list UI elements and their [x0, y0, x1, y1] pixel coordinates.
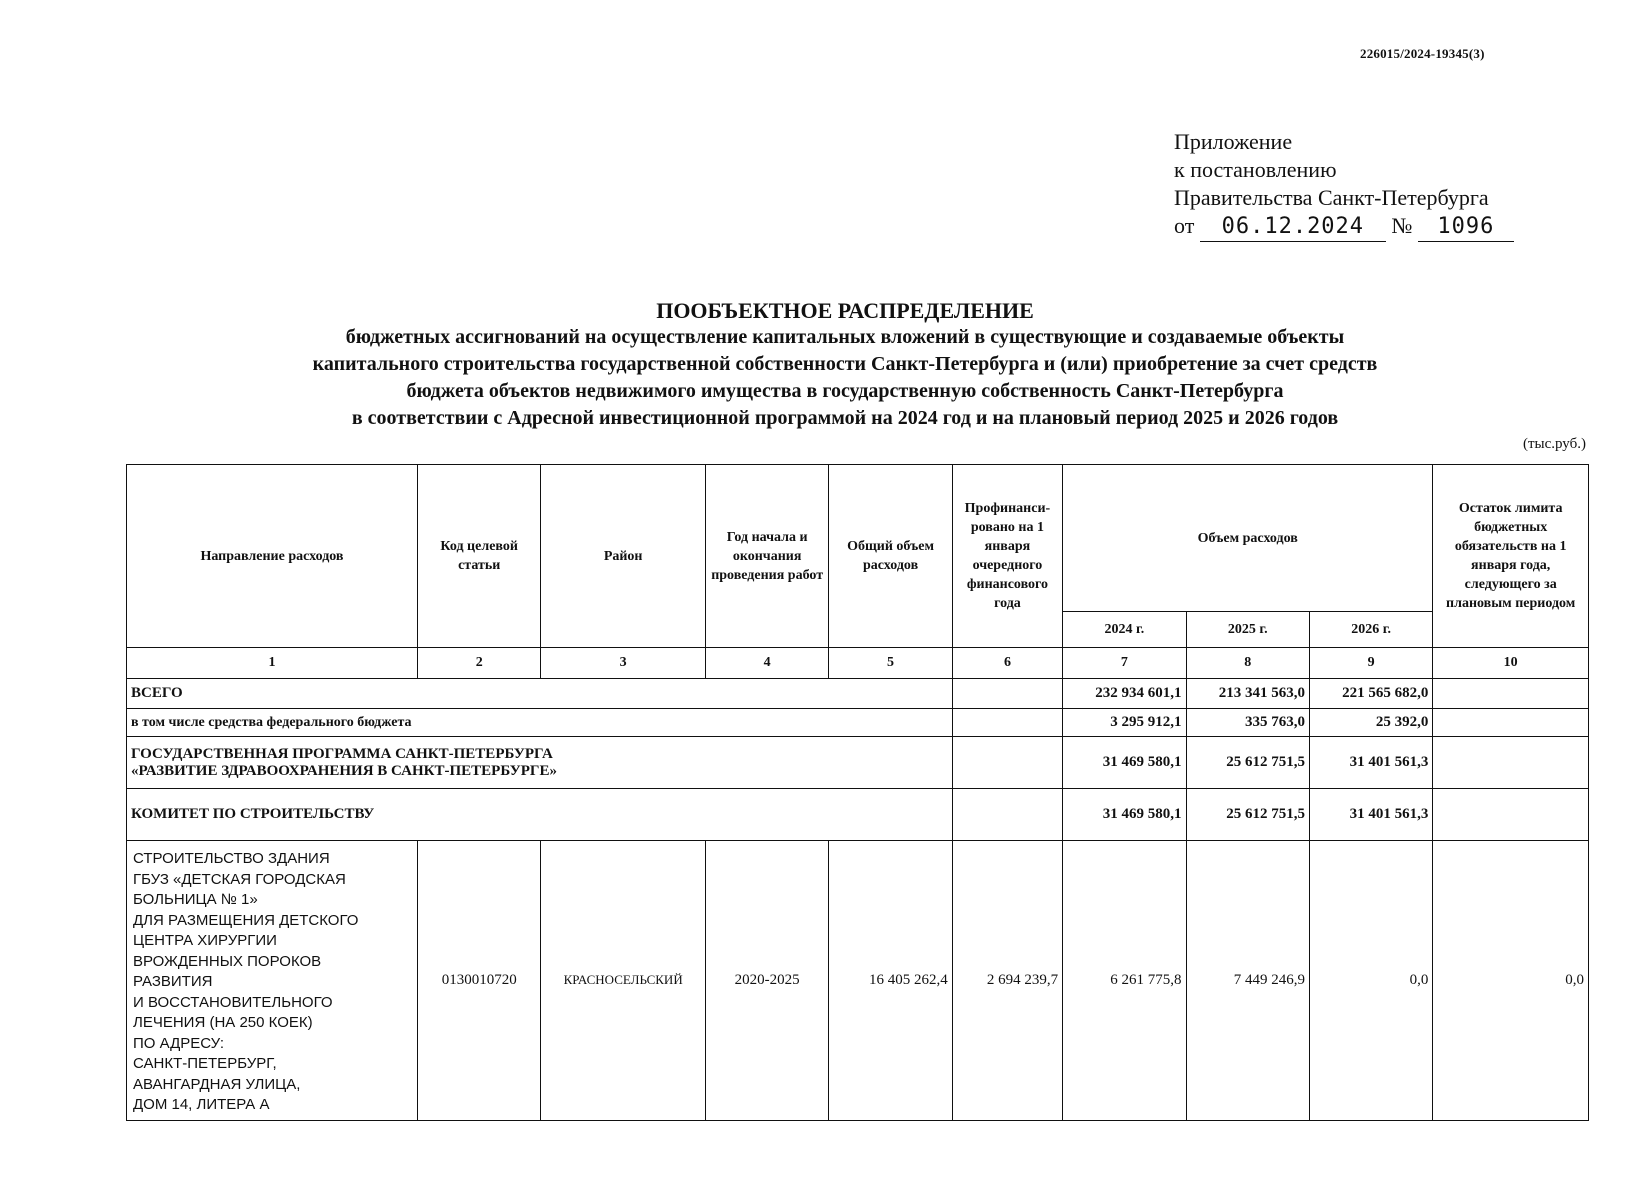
- object-2025: 7 449 246,9: [1186, 841, 1309, 1121]
- resolution-number: 1096: [1418, 213, 1514, 242]
- committee-2025: 25 612 751,5: [1186, 789, 1309, 841]
- col-num: 5: [829, 648, 952, 679]
- object-name: [127, 841, 418, 1121]
- header-district: Район: [541, 465, 706, 648]
- committee-label: КОМИТЕТ ПО СТРОИТЕЛЬСТВУ: [127, 789, 953, 841]
- object-name-line: И ВОССТАНОВИТЕЛЬНОГО: [133, 993, 333, 1011]
- col-num: 8: [1186, 648, 1309, 679]
- title-line-4: в соответствии с Адресной инвестиционной программой на 2024 год и на плановый период 2025 и 2026 годов: [351, 407, 1339, 429]
- program-label-line-1: ГОСУДАРСТВЕННАЯ ПРОГРАММА САНКТ-ПЕТЕРБУРГА: [131, 745, 553, 762]
- col-num: 10: [1433, 648, 1589, 679]
- program-row: [127, 737, 1589, 789]
- object-name-line: АВАНГАРДНАЯ УЛИЦА,: [133, 1075, 301, 1093]
- object-2024: 6 261 775,8: [1063, 841, 1186, 1121]
- document-registration-number: 226015/2024-19345(3): [1360, 46, 1485, 61]
- empty-cell: [952, 737, 1062, 789]
- object-total: 16 405 262,4: [829, 841, 952, 1121]
- total-2024: 232 934 601,1: [1063, 679, 1186, 709]
- appendix-block: [1174, 128, 1534, 242]
- col-num: 3: [541, 648, 706, 679]
- federal-label: в том числе средства федерального бюджета: [127, 709, 953, 737]
- empty-cell: [1433, 679, 1589, 709]
- appendix-line-1: Приложение: [1174, 129, 1293, 154]
- total-2025: 213 341 563,0: [1186, 679, 1309, 709]
- object-remainder: 0,0: [1433, 841, 1589, 1121]
- header-2024: 2024 г.: [1063, 612, 1186, 648]
- col-num: 1: [127, 648, 418, 679]
- title-line-3: бюджета объектов недвижимого имущества в государственную собственность Санкт-Петербурга: [406, 380, 1284, 402]
- appendix-line-2: к постановлению: [1174, 157, 1337, 182]
- committee-2024: 31 469 580,1: [1063, 789, 1186, 841]
- object-name-line: ДОМ 14, ЛИТЕРА А: [133, 1096, 270, 1113]
- total-label: ВСЕГО: [127, 679, 953, 709]
- object-name-line: ВРОЖДЕННЫХ ПОРОКОВ: [133, 952, 322, 970]
- col-num: 2: [417, 648, 540, 679]
- col-num: 7: [1063, 648, 1186, 679]
- program-2025: 25 612 751,5: [1186, 737, 1309, 789]
- header-total: Общий объем расходов: [829, 465, 952, 648]
- total-row: [127, 679, 1589, 709]
- empty-cell: [952, 709, 1062, 737]
- federal-2024: 3 295 912,1: [1063, 709, 1186, 737]
- header-remainder: Остаток лимита бюджетных обязательств на 1 января года, следующего за плановым периодом: [1433, 465, 1589, 648]
- document-title: [150, 298, 1540, 432]
- title-line-2: капитального строительства государственной собственности Санкт-Петербурга и (или) приобретение за счет средств: [312, 353, 1378, 375]
- number-label: №: [1391, 213, 1413, 238]
- header-2025: 2025 г.: [1186, 612, 1309, 648]
- object-name-line: БОЛЬНИЦА № 1»: [133, 891, 258, 908]
- object-prefinanced: 2 694 239,7: [952, 841, 1062, 1121]
- col-num: 6: [952, 648, 1062, 679]
- federal-row: [127, 709, 1589, 737]
- object-row: [127, 841, 1589, 1121]
- header-direction: Направление расходов: [127, 465, 418, 648]
- budget-table: [126, 464, 1589, 1121]
- units-label: (тыс.руб.): [1522, 436, 1586, 452]
- col-num: 9: [1309, 648, 1432, 679]
- title-line-1: бюджетных ассигнований на осуществление капитальных вложений в существующие и создаваемые объекты: [345, 326, 1345, 348]
- object-name-line: ЛЕЧЕНИЯ (НА 250 КОЕК): [133, 1014, 313, 1031]
- empty-cell: [952, 789, 1062, 841]
- object-name-line: ГБУЗ «ДЕТСКАЯ ГОРОДСКАЯ: [133, 870, 346, 888]
- committee-row: [127, 789, 1589, 841]
- col-num: 4: [705, 648, 828, 679]
- column-numbers-row: [127, 648, 1589, 679]
- object-district: КРАСНОСЕЛЬСКИЙ: [541, 841, 706, 1121]
- object-name-line: ПО АДРЕСУ:: [133, 1034, 224, 1052]
- object-years: 2020-2025: [705, 841, 828, 1121]
- object-name-line: СТРОИТЕЛЬСТВО ЗДАНИЯ: [133, 850, 330, 867]
- header-row-1: [127, 465, 1589, 612]
- header-prefinanced: Профинанси-ровано на 1 января очередного финансового года: [952, 465, 1062, 648]
- total-2026: 221 565 682,0: [1309, 679, 1432, 709]
- empty-cell: [1433, 709, 1589, 737]
- header-2026: 2026 г.: [1309, 612, 1432, 648]
- header-years: Год начала и окончания проведения работ: [705, 465, 828, 648]
- federal-2025: 335 763,0: [1186, 709, 1309, 737]
- program-2024: 31 469 580,1: [1063, 737, 1186, 789]
- header-code: Код целевой статьи: [417, 465, 540, 648]
- object-name-line: САНКТ-ПЕТЕРБУРГ,: [133, 1055, 277, 1072]
- empty-cell: [952, 679, 1062, 709]
- from-label: от: [1174, 213, 1195, 238]
- empty-cell: [1433, 737, 1589, 789]
- object-code: 0130010720: [417, 841, 540, 1121]
- committee-2026: 31 401 561,3: [1309, 789, 1432, 841]
- federal-2026: 25 392,0: [1309, 709, 1432, 737]
- empty-cell: [1433, 789, 1589, 841]
- appendix-date-line: [1174, 212, 1534, 242]
- object-2026: 0,0: [1309, 841, 1432, 1121]
- object-name-line: РАЗВИТИЯ: [133, 973, 213, 990]
- object-name-line: ЦЕНТРА ХИРУРГИИ: [133, 932, 277, 949]
- program-2026: 31 401 561,3: [1309, 737, 1432, 789]
- object-name-line: ДЛЯ РАЗМЕЩЕНИЯ ДЕТСКОГО: [133, 911, 359, 929]
- title-main: ПООБЪЕКТНОЕ РАСПРЕДЕЛЕНИЕ: [656, 298, 1034, 323]
- program-label: [127, 737, 953, 789]
- program-label-line-2: «РАЗВИТИЕ ЗДРАВООХРАНЕНИЯ В САНКТ-ПЕТЕРБУРГЕ»: [131, 762, 557, 779]
- resolution-date: 06.12.2024: [1200, 213, 1386, 242]
- header-volume: Объем расходов: [1063, 465, 1433, 612]
- appendix-line-3: Правительства Санкт-Петербурга: [1174, 185, 1489, 210]
